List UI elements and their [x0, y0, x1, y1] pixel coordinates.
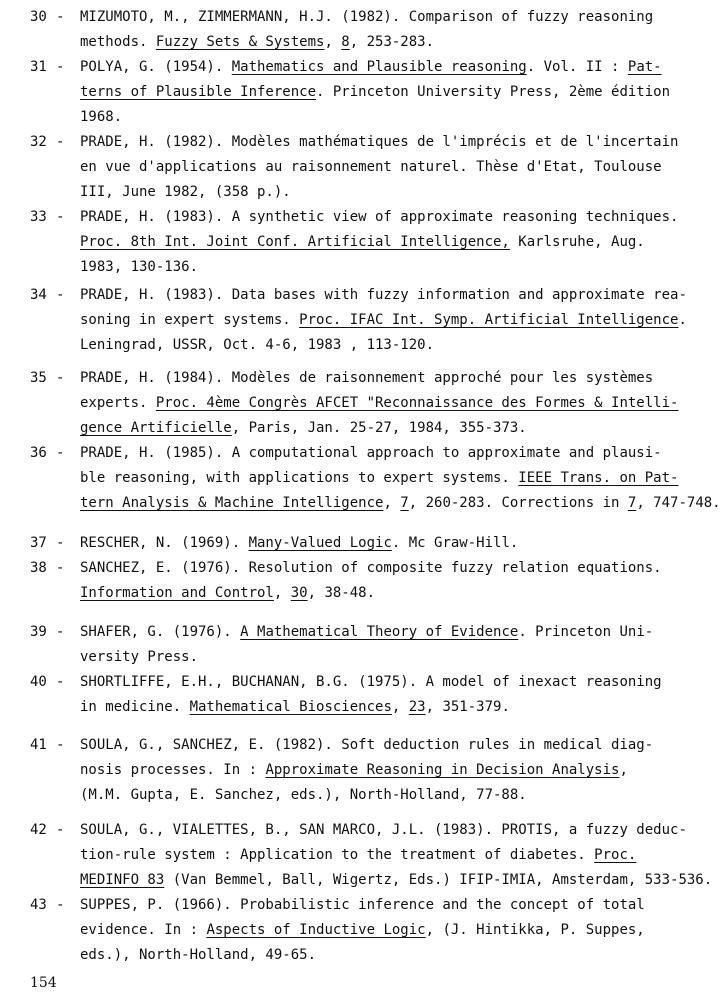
underlined-title: Proc. — [594, 847, 637, 863]
reference-number: 35 — [30, 370, 47, 386]
underlined-title: gence Artificielle — [80, 420, 232, 436]
reference-line — [80, 255, 198, 280]
reference-line — [80, 441, 662, 466]
reference-line — [80, 695, 510, 720]
reference-text: , Paris, Jan. 25-27, 1984, 355-373. — [231, 420, 527, 436]
reference-line — [80, 943, 316, 968]
underlined-title: 30 — [290, 585, 308, 601]
reference-dash: - — [56, 134, 65, 150]
underlined-title: 8 — [341, 34, 350, 50]
reference-text: in medicine. — [80, 699, 190, 715]
underlined-title: IEEE Trans. on Pat- — [518, 470, 679, 486]
reference-number: 42 — [30, 822, 47, 838]
reference-dash: - — [56, 209, 65, 225]
reference-text: tion-rule system : Application to the treatment of diabetes. — [80, 847, 595, 863]
reference-line — [80, 670, 662, 695]
reference-line — [80, 645, 198, 670]
reference-text: PRADE, H. (1984). Modèles de raisonnement approché pour les systèmes — [80, 370, 654, 386]
reference-line — [80, 416, 527, 441]
reference-line — [80, 80, 670, 105]
underlined-title: Pat- — [627, 59, 662, 75]
reference-text: SOULA, G., VIALETTES, B., SAN MARCO, J.L. (1983). PROTIS, a fuzzy deduc- — [80, 822, 687, 838]
reference-text: , — [391, 699, 409, 715]
reference-line — [80, 105, 122, 130]
reference-number: 40 — [30, 674, 47, 690]
reference-line — [80, 491, 721, 516]
underlined-title: tern Analysis & Machine Intelligence — [80, 495, 384, 511]
page-number: 154 — [30, 975, 57, 991]
underlined-title: Fuzzy Sets & Systems — [155, 34, 325, 50]
reference-dash: - — [56, 624, 65, 640]
reference-line — [80, 893, 645, 918]
reference-text: soning in expert systems. — [80, 312, 300, 328]
underlined-title: Proc. IFAC Int. Symp. Artificial Intelligence — [299, 312, 679, 328]
reference-text: nosis processes. In : — [80, 762, 266, 778]
reference-dash: - — [56, 59, 65, 75]
reference-line — [80, 556, 662, 581]
underlined-title: 7 — [400, 495, 409, 511]
reference-text: , 38-48. — [307, 585, 376, 601]
reference-line — [80, 733, 653, 758]
reference-line — [80, 30, 434, 55]
reference-number: 39 — [30, 624, 47, 640]
reference-line — [80, 180, 291, 205]
underlined-title: A Mathematical Theory of Evidence — [240, 624, 519, 640]
reference-text: , — [619, 762, 628, 778]
reference-text: PRADE, H. (1983). Data bases with fuzzy information and approximate rea- — [80, 287, 687, 303]
underlined-title: Approximate Reasoning in Decision Analysis — [265, 762, 620, 778]
reference-text: evidence. In : — [80, 922, 207, 938]
underlined-title: Mathematics and Plausible reasoning — [231, 59, 527, 75]
reference-text: versity Press. — [80, 649, 199, 665]
reference-text: PRADE, H. (1982). Modèles mathématiques de l'imprécis et de l'incertain — [80, 134, 679, 150]
reference-text: methods. — [80, 34, 156, 50]
reference-dash: - — [56, 822, 65, 838]
reference-text: SHAFER, G. (1976). — [80, 624, 241, 640]
reference-text: , — [383, 495, 401, 511]
reference-text: eds.), North-Holland, 49-65. — [80, 947, 317, 963]
reference-text: MIZUMOTO, M., ZIMMERMANN, H.J. (1982). Comparison of fuzzy reasoning — [80, 9, 654, 25]
reference-text: , — [273, 585, 291, 601]
reference-text: . Mc Graw-Hill. — [391, 535, 519, 551]
reference-line — [80, 283, 687, 308]
reference-text: (M.M. Gupta, E. Sanchez, eds.), North-Holland, 77-88. — [80, 787, 527, 803]
reference-text: 1983, 130-136. — [80, 259, 199, 275]
reference-dash: - — [56, 9, 65, 25]
reference-line — [80, 918, 645, 943]
reference-dash: - — [56, 560, 65, 576]
reference-line — [80, 230, 645, 255]
reference-dash: - — [56, 674, 65, 690]
reference-line — [80, 783, 527, 808]
reference-text: 1968. — [80, 109, 123, 125]
reference-number: 32 — [30, 134, 47, 150]
reference-dash: - — [56, 287, 65, 303]
reference-number: 41 — [30, 737, 47, 753]
reference-text: , 747-748. — [636, 495, 721, 511]
reference-number: 31 — [30, 59, 47, 75]
underlined-title: Mathematical Biosciences — [189, 699, 392, 715]
reference-text: , 253-283. — [349, 34, 435, 50]
reference-text: ble reasoning, with applications to expert systems. — [80, 470, 519, 486]
reference-line — [80, 5, 653, 30]
reference-text: SUPPES, P. (1966). Probabilistic inference and the concept of total — [80, 897, 645, 913]
underlined-title: Many-Valued Logic — [248, 535, 392, 551]
reference-text: SOULA, G., SANCHEZ, E. (1982). Soft deduction rules in medical diag- — [80, 737, 654, 753]
reference-text: , 260-283. Corrections in — [408, 495, 628, 511]
reference-number: 33 — [30, 209, 47, 225]
reference-text: Leningrad, USSR, Oct. 4-6, 1983 , 113-120. — [80, 337, 435, 353]
underlined-title: Aspects of Inductive Logic — [206, 922, 426, 938]
underlined-title: Proc. 8th Int. Joint Conf. Artificial Intelligence, — [80, 234, 510, 250]
reference-line — [80, 818, 687, 843]
reference-line — [80, 758, 628, 783]
reference-text: , (J. Hintikka, P. Suppes, — [425, 922, 645, 938]
underlined-title: Proc. 4ème Congrès AFCET "Reconnaissance des Formes & Intelli- — [155, 395, 679, 411]
reference-text: experts. — [80, 395, 156, 411]
reference-line — [80, 843, 636, 868]
underlined-title: 7 — [627, 495, 637, 511]
reference-line — [80, 366, 653, 391]
reference-line — [80, 868, 712, 893]
reference-line — [80, 155, 662, 180]
reference-text: . Vol. II : — [526, 59, 628, 75]
reference-line — [80, 620, 653, 645]
reference-text: , — [324, 34, 342, 50]
underlined-title: MEDINFO 83 — [80, 872, 165, 888]
reference-line — [80, 333, 434, 358]
reference-text: Karlsruhe, Aug. — [509, 234, 645, 250]
reference-line — [80, 466, 678, 491]
reference-dash: - — [56, 535, 65, 551]
reference-text: en vue d'applications au raisonnement naturel. Thèse d'Etat, Toulouse — [80, 159, 662, 175]
reference-number: 43 — [30, 897, 47, 913]
reference-text: SHORTLIFFE, E.H., BUCHANAN, B.G. (1975). A model of inexact reasoning — [80, 674, 662, 690]
reference-number: 36 — [30, 445, 47, 461]
underlined-title: 23 — [408, 699, 426, 715]
reference-text: POLYA, G. (1954). — [80, 59, 232, 75]
reference-text: PRADE, H. (1983). A synthetic view of approximate reasoning techniques. — [80, 209, 679, 225]
reference-number: 34 — [30, 287, 47, 303]
reference-line — [80, 391, 678, 416]
reference-dash: - — [56, 897, 65, 913]
reference-line — [80, 55, 662, 80]
reference-text: PRADE, H. (1985). A computational approach to approximate and plausi- — [80, 445, 662, 461]
reference-number: 30 — [30, 9, 47, 25]
reference-dash: - — [56, 737, 65, 753]
reference-dash: - — [56, 370, 65, 386]
reference-line — [80, 205, 678, 230]
reference-text: III, June 1982, (358 p.). — [80, 184, 291, 200]
reference-number: 37 — [30, 535, 47, 551]
reference-text: . Princeton University Press, 2ème édition — [316, 84, 671, 100]
reference-text: (Van Bemmel, Ball, Wigertz, Eds.) IFIP-IMIA, Amsterdam, 533-536. — [164, 872, 713, 888]
reference-line — [80, 531, 518, 556]
reference-text: . — [678, 312, 687, 328]
reference-dash: - — [56, 445, 65, 461]
reference-number: 38 — [30, 560, 47, 576]
reference-line — [80, 130, 678, 155]
reference-text: RESCHER, N. (1969). — [80, 535, 249, 551]
reference-text: , 351-379. — [425, 699, 510, 715]
reference-line — [80, 308, 687, 333]
reference-text: . Princeton Uni- — [518, 624, 654, 640]
reference-text: SANCHEZ, E. (1976). Resolution of composite fuzzy relation equations. — [80, 560, 662, 576]
underlined-title: Information and Control — [80, 585, 274, 601]
reference-line — [80, 581, 375, 606]
underlined-title: terns of Plausible Inference — [80, 84, 317, 100]
